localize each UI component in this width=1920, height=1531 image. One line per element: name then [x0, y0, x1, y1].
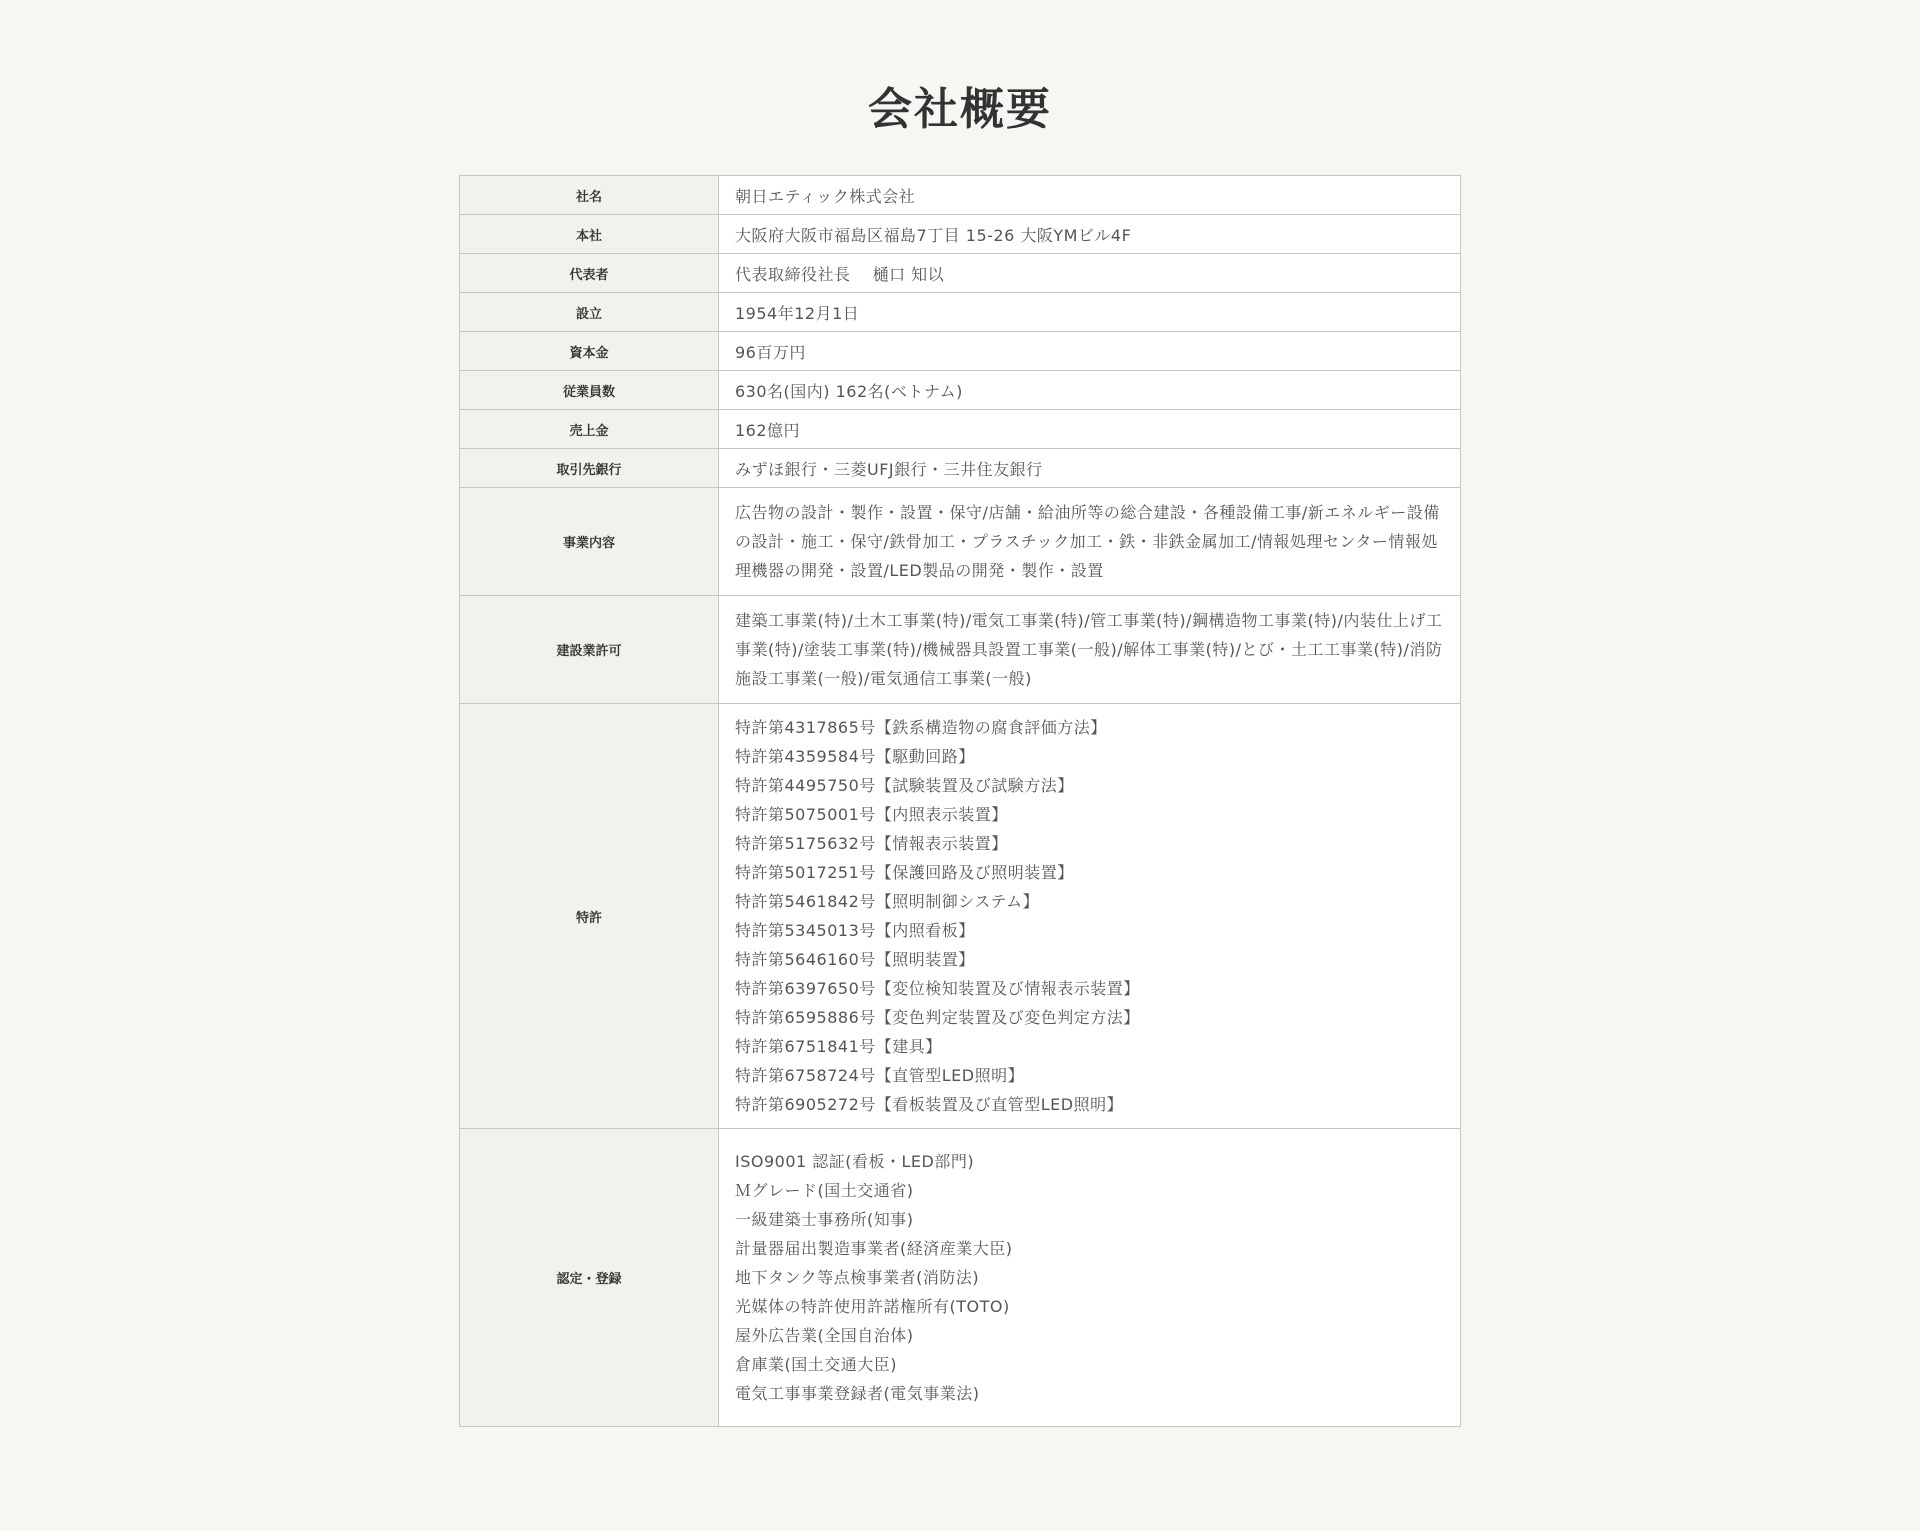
- license-description: 建築工事業(特)/土木工事業(特)/電気工事業(特)/管工事業(特)/鋼構造物工事業(特)/内装仕上げ工事業(特)/塗装工事業(特)/機械器具設置工事業(一般)/解体工事業(特)/とび・土工工事業(特)/消防施設工事業(一般)/電気通信工事業(一般): [735, 611, 1443, 688]
- company-overview-table: [459, 175, 1461, 1427]
- row-label: 社名: [460, 176, 719, 215]
- list-item: 特許第4359584号【駆動回路】: [735, 747, 975, 766]
- list-item: 特許第6751841号【建具】: [735, 1037, 942, 1056]
- list-item: Ｍグレード(国土交通省): [735, 1181, 914, 1200]
- list-item: 特許第4317865号【鉄系構造物の腐食評価方法】: [735, 718, 1107, 737]
- list-item: 特許第5345013号【内照看板】: [735, 921, 975, 940]
- row-certifications: [460, 1129, 1461, 1427]
- row-value: 96百万円: [719, 332, 1461, 371]
- row-company-name: [460, 176, 1461, 215]
- list-item: 特許第5017251号【保護回路及び照明装置】: [735, 863, 1074, 882]
- row-label: 代表者: [460, 254, 719, 293]
- row-label: 本社: [460, 215, 719, 254]
- list-item: 特許第5646160号【照明装置】: [735, 950, 975, 969]
- row-label: 特許: [460, 704, 719, 1129]
- list-item: 倉庫業(国土交通大臣): [735, 1355, 897, 1374]
- row-business: [460, 488, 1461, 596]
- row-value: みずほ銀行・三菱UFJ銀行・三井住友銀行: [719, 449, 1461, 488]
- list-item: 地下タンク等点検事業者(消防法): [735, 1268, 980, 1287]
- row-label: 事業内容: [460, 488, 719, 596]
- row-representative: [460, 254, 1461, 293]
- row-label: 売上金: [460, 410, 719, 449]
- row-headquarters: [460, 215, 1461, 254]
- business-description: 広告物の設計・製作・設置・保守/店舗・給油所等の総合建設・各種設備工事/新エネルギー設備の設計・施工・保守/鉄骨加工・プラスチック加工・鉄・非鉄金属加工/情報処理センター情報処理機器の開発・設置/LED製品の開発・製作・設置: [735, 503, 1440, 580]
- list-item: 特許第6397650号【変位検知装置及び情報表示装置】: [735, 979, 1140, 998]
- row-sales: [460, 410, 1461, 449]
- row-value: 162億円: [719, 410, 1461, 449]
- row-value: 1954年12月1日: [719, 293, 1461, 332]
- page-title: 会社概要: [868, 84, 1052, 135]
- list-item: 特許第4495750号【試験装置及び試験方法】: [735, 776, 1074, 795]
- row-banks: [460, 449, 1461, 488]
- row-value: [719, 704, 1461, 1129]
- row-employees: [460, 371, 1461, 410]
- row-value: [719, 1129, 1461, 1427]
- list-item: 計量器届出製造事業者(経済産業大臣): [735, 1239, 1013, 1258]
- row-value: [719, 488, 1461, 596]
- list-item: 特許第6595886号【変色判定装置及び変色判定方法】: [735, 1008, 1140, 1027]
- list-item: 特許第5175632号【情報表示装置】: [735, 834, 1008, 853]
- row-founded: [460, 293, 1461, 332]
- row-label: 認定・登録: [460, 1129, 719, 1427]
- row-value: 大阪府大阪市福島区福島7丁目 15-26 大阪YMビル4F: [719, 215, 1461, 254]
- row-patents: [460, 704, 1461, 1129]
- row-label: 建設業許可: [460, 596, 719, 704]
- list-item: 特許第6758724号【直管型LED照明】: [735, 1066, 1025, 1085]
- list-item: 光媒体の特許使用許諾権所有(TOTO): [735, 1297, 1010, 1316]
- row-label: 資本金: [460, 332, 719, 371]
- list-item: ISO9001 認証(看板・LED部門): [735, 1152, 975, 1171]
- row-value: [719, 596, 1461, 704]
- row-label: 取引先銀行: [460, 449, 719, 488]
- list-item: 一級建築士事務所(知事): [735, 1210, 914, 1229]
- row-label: 従業員数: [460, 371, 719, 410]
- row-label: 設立: [460, 293, 719, 332]
- list-item: 屋外広告業(全国自治体): [735, 1326, 914, 1345]
- row-construction-license: [460, 596, 1461, 704]
- row-capital: [460, 332, 1461, 371]
- list-item: 電気工事事業登録者(電気事業法): [735, 1384, 980, 1403]
- list-item: 特許第5075001号【内照表示装置】: [735, 805, 1008, 824]
- row-value: 代表取締役社長 樋口 知以: [719, 254, 1461, 293]
- row-value: 朝日エティック株式会社: [719, 176, 1461, 215]
- list-item: 特許第5461842号【照明制御システム】: [735, 892, 1040, 911]
- row-value: 630名(国内) 162名(ベトナム): [719, 371, 1461, 410]
- list-item: 特許第6905272号【看板装置及び直管型LED照明】: [735, 1095, 1124, 1114]
